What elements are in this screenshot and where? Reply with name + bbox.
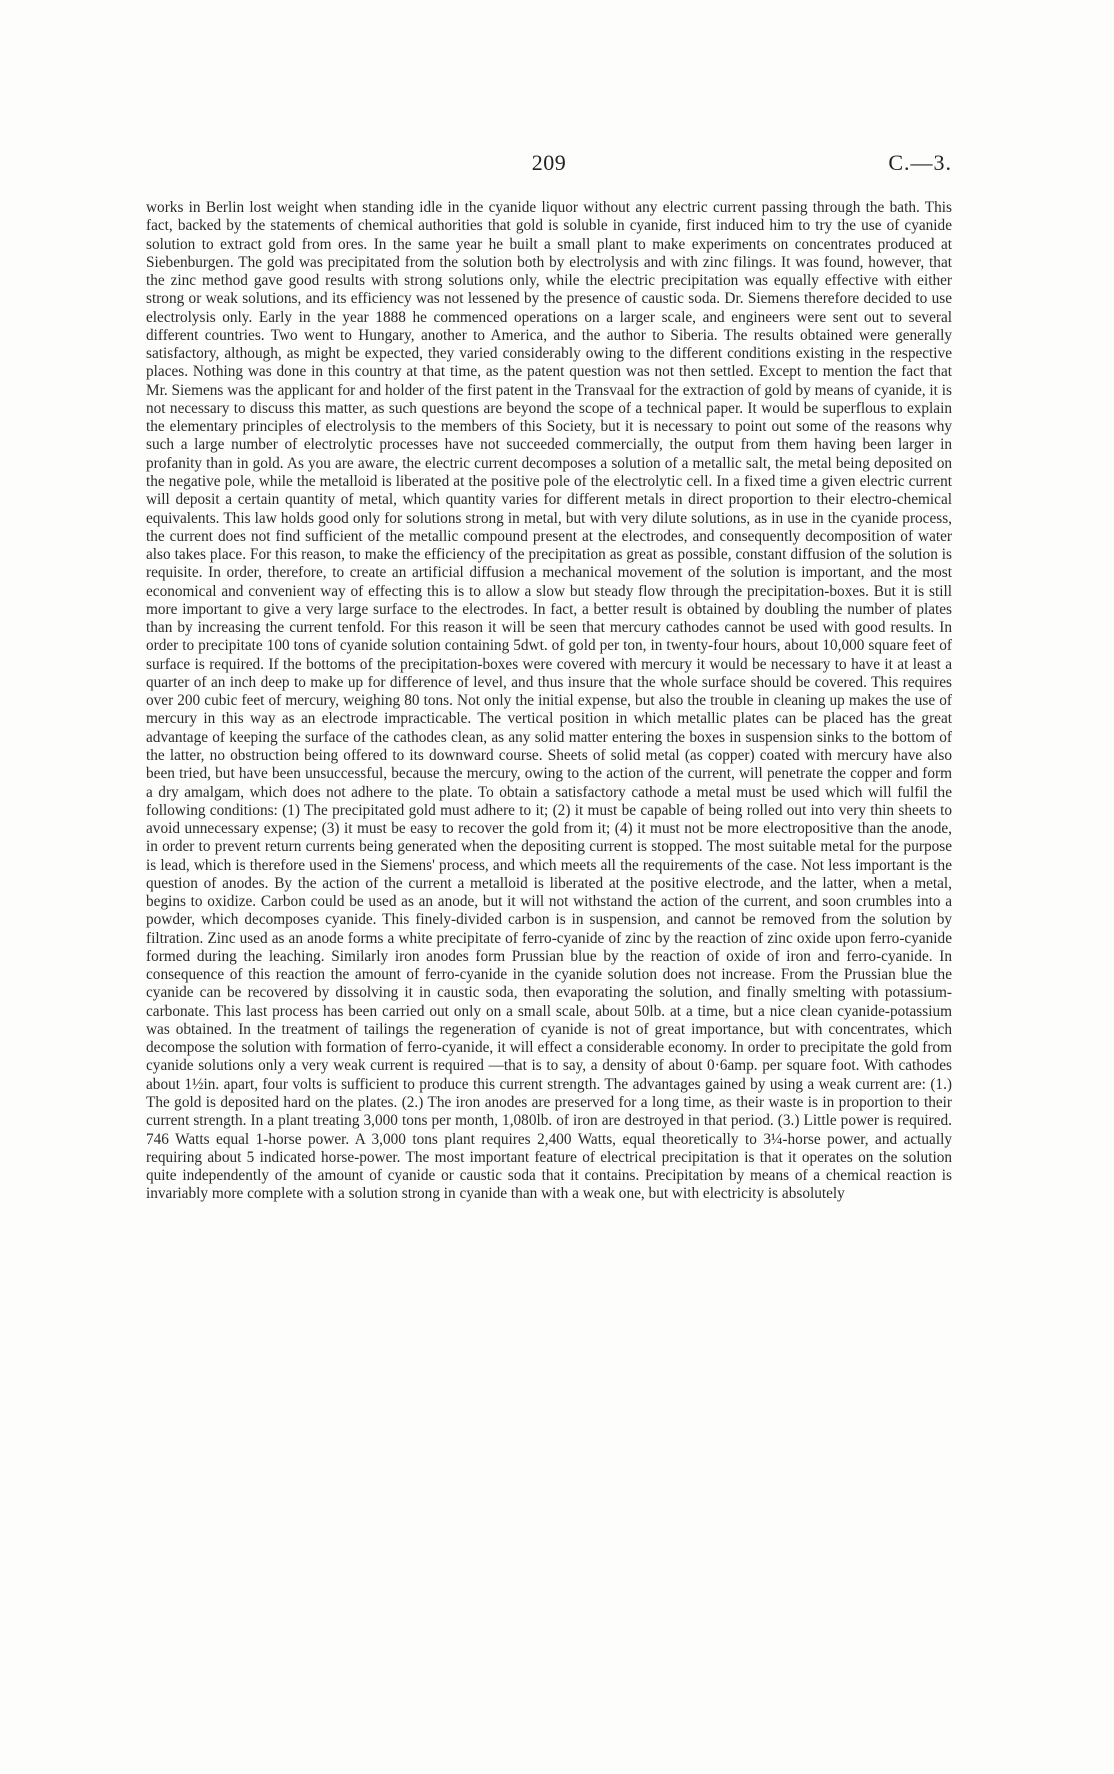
page-header xyxy=(146,150,952,180)
page-number: 209 xyxy=(531,150,567,175)
body-paragraph: works in Berlin lost weight when standing idle in the cyanide liquor without any electric current passing through the bath. This fact, backed by the statements of chemical authorities that gold is soluble in cyanide, first induced him to try the use of cyanide solution to extract gold from ores. In the same year he built a small plant to make experiments on concentrates produced at Siebenburgen. The gold was precipitated from the solution both by electrolysis and with zinc filings. It was found, however, that the zinc method gave good results with strong solutions only, while the electric precipitation was equally effective with either strong or weak solutions, and its efficiency was not lessened by the presence of caustic soda. Dr. Siemens therefore decided to use electrolysis only. Early in the year 1888 he commenced operations on a larger scale, and engineers were sent out to several different countries. Two went to Hungary, another to America, and the author to Siberia. The results obtained were generally satisfactory, although, as might be expected, they varied considerably owing to the different conditions existing in the respective places. Nothing was done in this country at that time, as the patent question was not then settled. Except to mention the fact that Mr. Siemens was the applicant for and holder of the first patent in the Transvaal for the extraction of gold by means of cyanide, it is not necessary to discuss this matter, as such questions are beyond the scope of a technical paper. It would be superflous to explain the elementary principles of electrolysis to the members of this Society, but it is necessary to point out some of the reasons why such a large number of electrolytic processes have not succeeded commercially, the output from them having been larger in profanity than in gold. As you are aware, the electric current decomposes a solution of a metallic salt, the metal being deposited on the negative pole, while the metalloid is liberated at the positive pole of the electrolytic cell. In a fixed time a given electric current will deposit a certain quantity of metal, which quantity varies for different metals in direct proportion to their electro-chemical equivalents. This law holds good only for solutions strong in metal, but with very dilute solutions, as in use in the cyanide process, the current does not find sufficient of the metallic compound present at the electrodes, and consequently decomposition of water also takes place. For this reason, to make the efficiency of the precipitation as great as possible, constant diffusion of the solution is requisite. In order, therefore, to create an artificial diffusion a mechanical movement of the solution is important, and the most economical and convenient way of effecting this is to allow a slow but steady flow through the precipitation-boxes. But it is still more important to give a very large surface to the electrodes. In fact, a better result is obtained by doubling the number of plates than by increasing the current tenfold. For this reason it will be seen that mercury cathodes cannot be used with good results. In order to precipitate 100 tons of cyanide solution containing 5dwt. of gold per ton, in twenty-four hours, about 10,000 square feet of surface is required. If the bottoms of the precipitation-boxes were covered with mercury it would be necessary to have it at least a quarter of an inch deep to make up for difference of level, and thus insure that the whole surface should be covered. This requires over 200 cubic feet of mercury, weighing 80 tons. Not only the initial expense, but also the trouble in cleaning up makes the use of mercury in this way as an electrode impracticable. The vertical position in which metallic plates can be placed has the great advantage of keeping the surface of the cathodes clean, as any solid matter entering the boxes in suspension sinks to the bottom of the latter, no obstruction being offered to its downward course. Sheets of solid metal (as copper) coated with mercury have also been tried, but have been unsuccessful, because the mercury, owing to the action of the current, will penetrate the copper and form a dry amalgam, which does not adhere to the plate. To obtain a satisfactory cathode a metal must be used which will fulfil the following conditions: (1) The precipitated gold must adhere to it; (2) it must be capable of being rolled out into very thin sheets to avoid unnecessary expense; (3) it must be easy to recover the gold from it; (4) it must not be more electropositive than the anode, in order to prevent return currents being generated when the depositing current is stopped. The most suitable metal for the purpose is lead, which is therefore used in the Siemens' process, and which meets all the requirements of the case. Not less important is the question of anodes. By the action of the current a metalloid is liberated at the positive electrode, and the latter, when a metal, begins to oxidize. Carbon could be used as an anode, but it will not withstand the action of the current, and soon crumbles into a powder, which decomposes cyanide. This finely-divided carbon is in suspension, and cannot be removed from the solution by filtration. Zinc used as an anode forms a white precipitate of ferro-cyanide of zinc by the reaction of zinc oxide upon ferro-cyanide formed during the leaching. Similarly iron anodes form Prussian blue by the reaction of oxide of iron and ferro-cyanide. In consequence of this reaction the amount of ferro-cyanide in the cyanide solution does not increase. From the Prussian blue the cyanide can be recovered by dissolving it in caustic soda, then evaporating the solution, and finally smelting with potassium-carbonate. This last process has been carried out only on a small scale, about 50lb. at a time, but a nice clean cyanide-potassium was obtained. In the treatment of tailings the regeneration of cyanide is not of great importance, but with concentrates, which decompose the solution with formation of ferro-cyanide, it will effect a considerable economy. In order to precipitate the gold from cyanide solutions only a very weak current is required —that is to say, a density of about 0·6amp. per square foot. With cathodes about 1½in. apart, four volts is sufficient to produce this current strength. The advantages gained by using a weak current are: (1.) The gold is deposited hard on the plates. (2.) The iron anodes are preserved for a long time, as their waste is in proportion to their current strength. In a plant treating 3,000 tons per month, 1,080lb. of iron are destroyed in that period. (3.) Little power is required. 746 Watts equal 1-horse power. A 3,000 tons plant requires 2,400 Watts, equal theoretically to 3¼-horse power, and actually requiring about 5 indicated horse-power. The most important feature of electrical precipitation is that it operates on the solution quite independently of the amount of cyanide or caustic soda that it contains. Precipitation by means of a chemical reaction is invariably more complete with a solution strong in cyanide than with a weak one, but with electricity is absolutely xyxy=(146,199,952,1203)
series-code: C.—3. xyxy=(888,150,952,175)
